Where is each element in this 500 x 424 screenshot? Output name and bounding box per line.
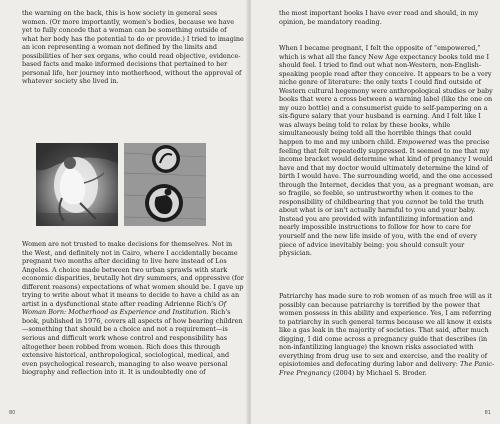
right-middle-paragraph: When I became pregnant, I felt the opposite of “empowered,” which is what all the fancy New Age expectancy books told me I should feel. I tried to find out what non-Western, non-English-speaking people read after they conceive. It appears to be a very niche genre of literature: the only texts I could find outside of Western cultural hegemony were anthropological studies or baby books that were a cross between a warning label (like the one on my ouzo bottle) and a consumerist guide to self-pampering on a six-figure salary that your husband is earning. And I felt like I was always being told to relax by these books, while simultaneously being told all the horrible things that could happen to me and my unborn child. Empowered was the precise feeling that felt repeatedly suppressed. It seemed to me that my income bracket would determine what kind of pregnancy I would have and that my doctor would ultimately determine the kind of birth I would have. The surrounding world, and the one accessed through the Internet, decides that you, as a pregnant woman, are so fragile, so feeble, so untrustworthy when it comes to the responsibility of childbearing that you cannot be told the truth about what is or isn't actually harmful to you and your baby. Instead you are provided with infantilizing information and nearly impossible instructions to follow for how to care for yourself and the new life inside of you, with the end of every piece of advice inevitably being: you should consult your physician. (279, 44, 494, 258)
left-bottom-paragraph: Women are not trusted to make decisions for themselves. Not in the West, and definitely not in Cairo, where I accidentally became pregnant two months after deciding to live here instead of Los Angeles. A choice made between two urban sprawls with stark economic disparities, brutally hot dry summers, and oppressive (for different reasons) expectations of what women should be. I gave up trying to write about what it means to decide to have a child as an artist in a dysfunctional state after reading Adrienne Rich's Of Woman Born: Motherhood as Experience and Institution. Rich's book, published in 1976, covers all aspects of how bearing children—something that should be a choice and not a requirement—is serious and difficult work whose control and responsibility has altogether been robbed from women. Rich does this through extensive historical, anthropological, sociological, medical, and even psychological research, managing to also weave personal biography and reflection into it. It is undoubtedly one of (22, 240, 244, 377)
right-page (251, 0, 500, 424)
right-middle-text (279, 44, 495, 258)
left-top-text (22, 9, 244, 86)
right-bottom-paragraph: Patriarchy has made sure to rob women of as much free will as it possibly can because patriarchy is terrified by the power that women possess in this ability and experience. Yes, I am referring to patriarchy in such general terms because we all know it exists like a gas leak in the majority of societies. That said, after much digging, I did come across a pregnancy guide that describes (in non-infantilizing language) the known risks associated with everything from drug use to sex and exercise, and the reality of episiotomies and defecating during labor and delivery: The Panic-Free Pregnancy (2004) by Michael S. Broder. (279, 292, 495, 377)
left-top-paragraph: the warning on the back, this is how society in general sees women. (Or more importantly, women's bodies, because we have yet to fully concede that a woman can be something outside of what her body has the potential to do or provide.) I tried to imagine an icon representing a woman not defined by the limits and possibilities of her sex organs, who could read objective, evidence-based facts and make informed decisions that pertained to her personal life, her journey into motherhood, without the approval of whatever society she lived in. (22, 9, 244, 86)
right-bottom-text (279, 292, 495, 377)
right-top-paragraph: the most important books I have ever read and should, in my opinion, be mandatory reading. (279, 9, 479, 26)
page-number-left: 80 (9, 410, 16, 416)
left-page (0, 0, 249, 424)
page-number-right: 81 (484, 410, 491, 416)
photo-pregnancy-sign (124, 143, 206, 226)
left-bottom-text (22, 240, 244, 377)
photo-woman-pregnant (36, 143, 118, 226)
right-top-text (279, 9, 495, 26)
